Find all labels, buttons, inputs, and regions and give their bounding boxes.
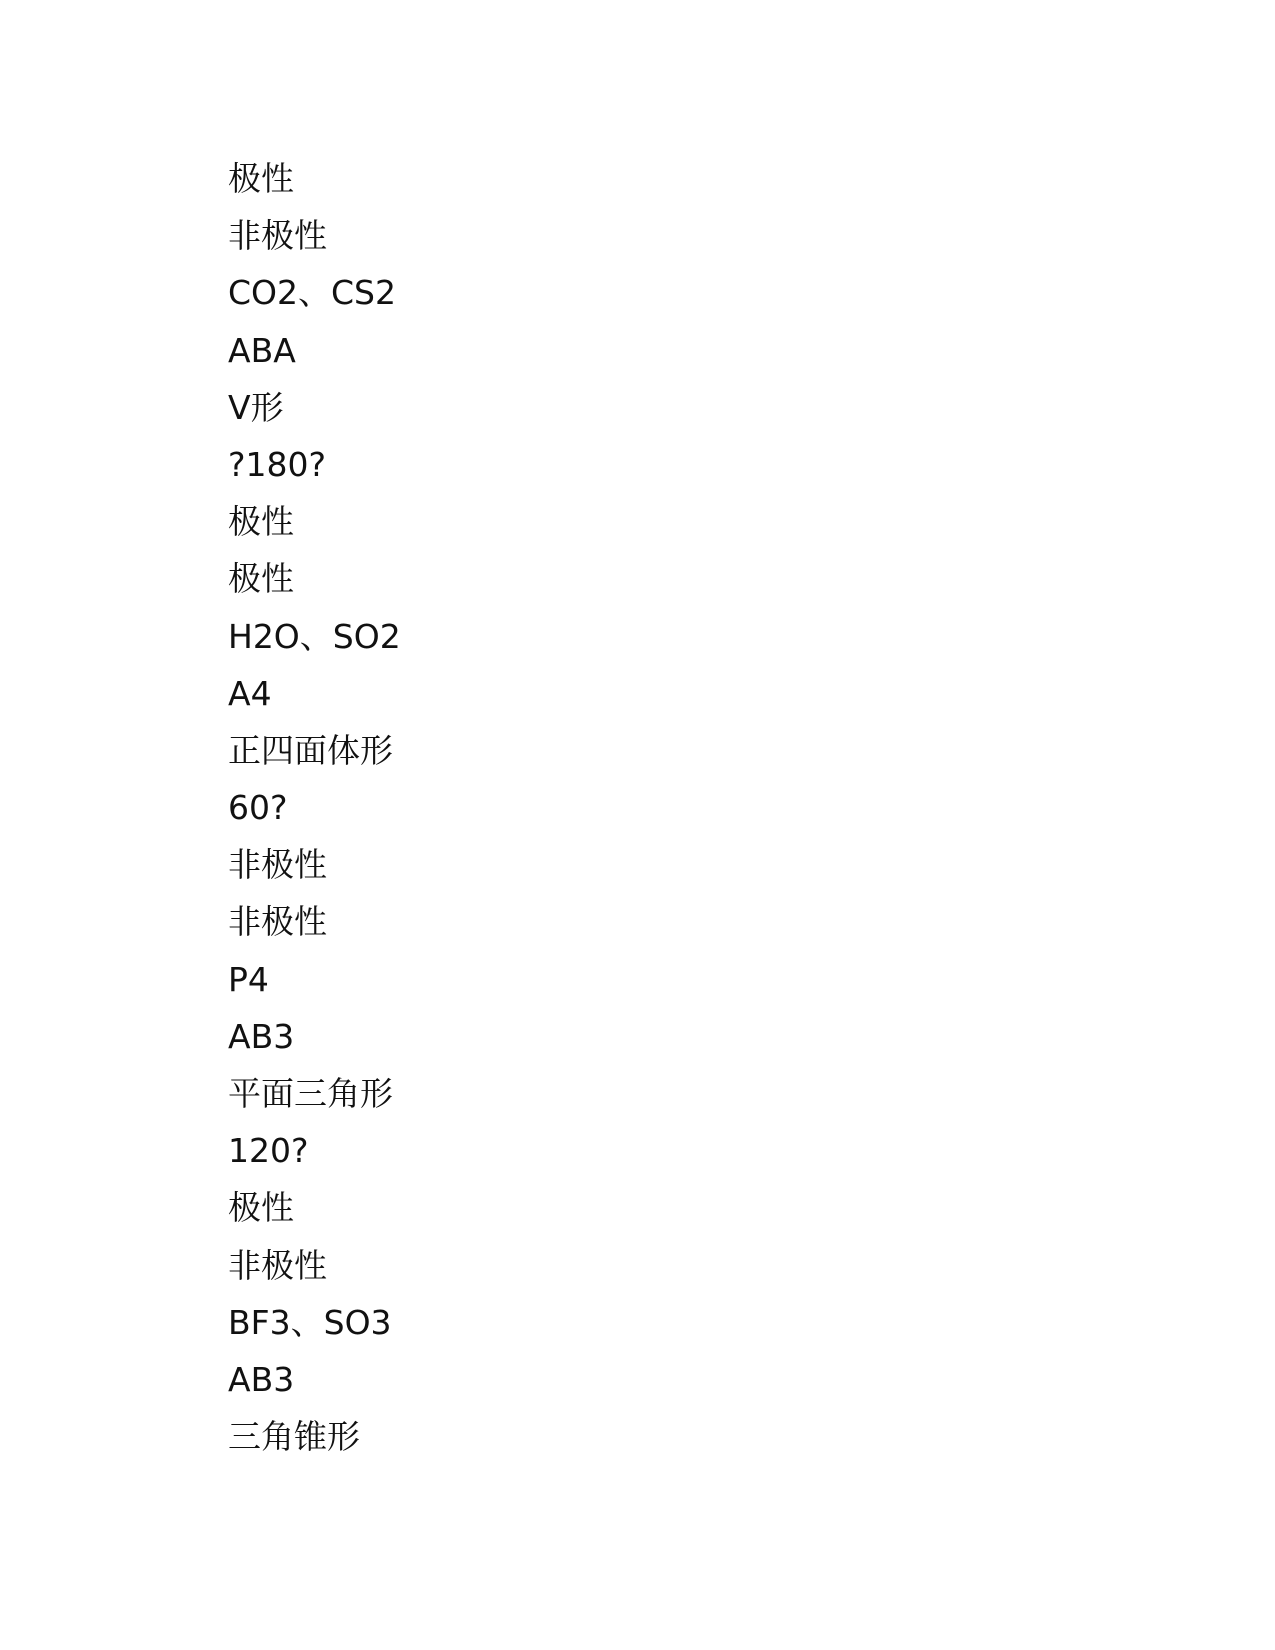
text-line: 非极性 [228, 845, 327, 885]
text-line: 120? [228, 1131, 309, 1171]
text-line: AB3 [228, 1359, 295, 1399]
text-line: 正四面体形 [228, 730, 393, 770]
text-line: ABA [228, 330, 296, 370]
text-line: CO2、CS2 [228, 273, 396, 313]
text-line: P4 [228, 959, 269, 999]
text-line: V形 [228, 387, 284, 427]
text-line: 非极性 [228, 1245, 327, 1285]
text-lines [228, 150, 401, 1465]
text-line: AB3 [228, 1016, 295, 1056]
text-line: H2O、SO2 [228, 616, 401, 656]
text-line: 平面三角形 [228, 1074, 393, 1113]
text-line: 极性 [228, 502, 294, 542]
text-line: 三角锥形 [228, 1417, 360, 1457]
text-line: 极性 [228, 159, 294, 198]
text-line: 极性 [228, 1188, 294, 1228]
text-line: A4 [228, 673, 272, 713]
text-line: 非极性 [228, 902, 327, 942]
text-line: 极性 [228, 559, 294, 599]
text-line: BF3、SO3 [228, 1302, 392, 1342]
text-line: 非极性 [228, 216, 327, 256]
text-line: ?180? [228, 444, 327, 484]
text-line: 60? [228, 788, 288, 828]
